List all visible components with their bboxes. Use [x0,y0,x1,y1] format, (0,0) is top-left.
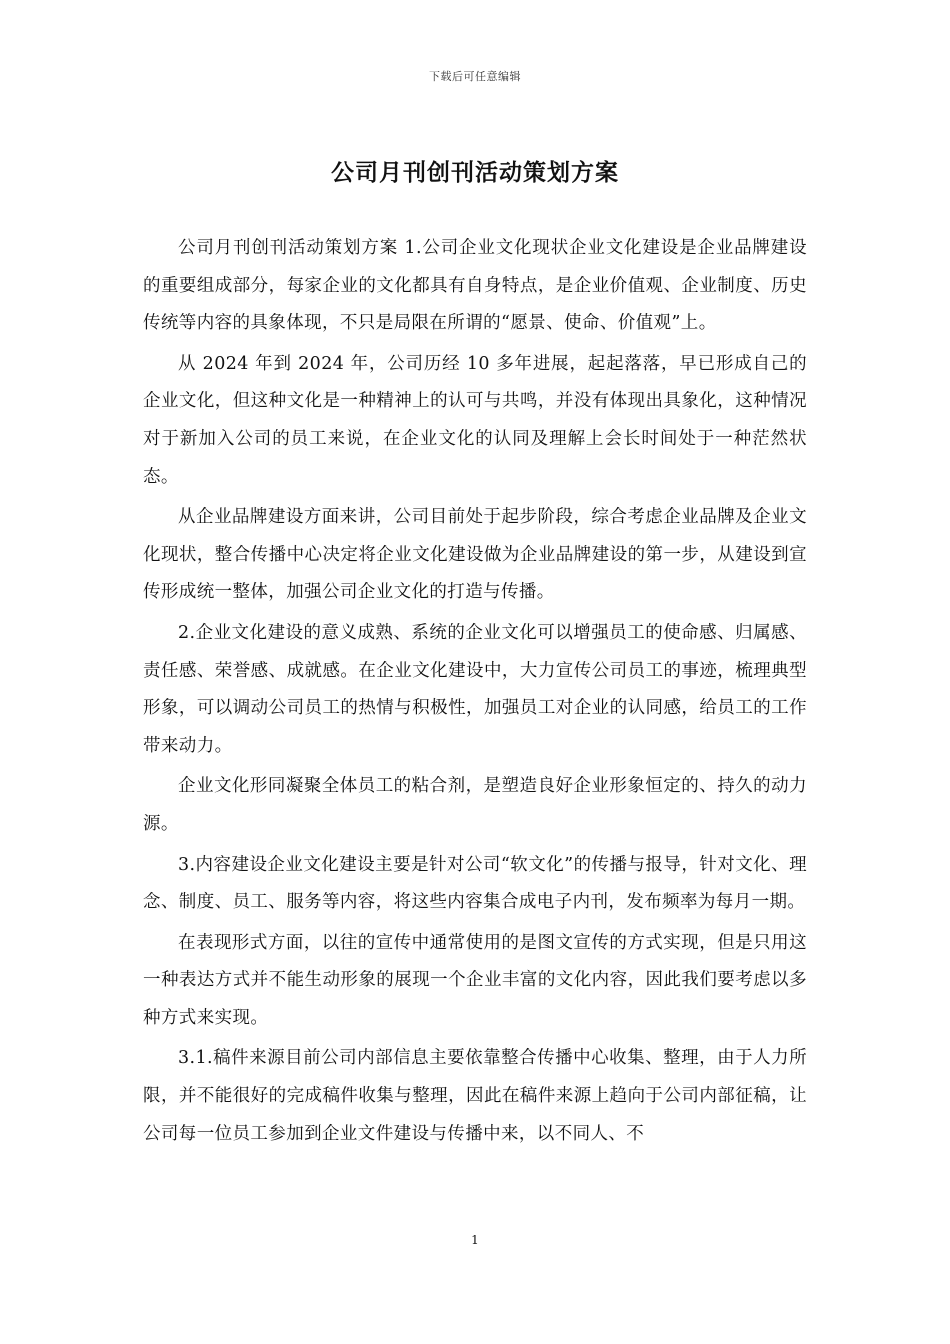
paragraph: 2.企业文化建设的意义成熟、系统的企业文化可以增强员工的使命感、归属感、责任感、荣誉感、成就感。在企业文化建设中，大力宣传公司员工的事迹，梳理典型形象，可以调动公司员工的热情与积极性，加强员工对企业的认同感，给员工的工作带来动力。 [143,622,807,756]
document-title: 公司月刊创刊活动策划方案 [331,159,619,186]
paragraph: 从企业品牌建设方面来讲，公司目前处于起步阶段，综合考虑企业品牌及企业文化现状，整合传播中心决定将企业文化建设做为企业品牌建设的第一步，从建设到宣传形成统一整体，加强公司企业文化的打造与传播。 [143,507,807,603]
header-note: 下载后可任意编辑 [429,70,521,83]
paragraph: 3.1.稿件来源目前公司内部信息主要依靠整合传播中心收集、整理，由于人力所限，并不能很好的完成稿件收集与整理，因此在稿件来源上趋向于公司内部征稿，让公司每一位员工参加到企业文件建设与传播中来，以不同人、不 [143,1048,807,1144]
document-body [143,230,807,1156]
paragraph: 从 2024 年到 2024 年，公司历经 10 多年进展，起起落落，早已形成自己的企业文化，但这种文化是一种精神上的认可与共鸣，并没有体现出具象化，这种情况对于新加入公司的员工来说，在企业文化的认同及理解上会长时间处于一种茫然状态。 [143,353,807,487]
paragraph: 在表现形式方面，以往的宣传中通常使用的是图文宣传的方式实现，但是只用这一种表达方式并不能生动形象的展现一个企业丰富的文化内容，因此我们要考虑以多种方式来实现。 [143,932,807,1028]
page-number: 1 [471,1233,479,1247]
paragraph: 3.内容建设企业文化建设主要是针对公司“软文化”的传播与报导，针对文化、理念、制度、员工、服务等内容，将这些内容集合成电子内刊，发布频率为每月一期。 [143,854,807,913]
paragraph: 公司月刊创刊活动策划方案 1.公司企业文化现状企业文化建设是企业品牌建设的重要组成部分，每家企业的文化都具有自身特点，是企业价值观、企业制度、历史传统等内容的具象体现，不只是局限在所谓的“愿景、使命、价值观”上。 [143,238,807,334]
paragraph: 企业文化形同凝聚全体员工的粘合剂，是塑造良好企业形象恒定的、持久的动力源。 [143,776,807,834]
